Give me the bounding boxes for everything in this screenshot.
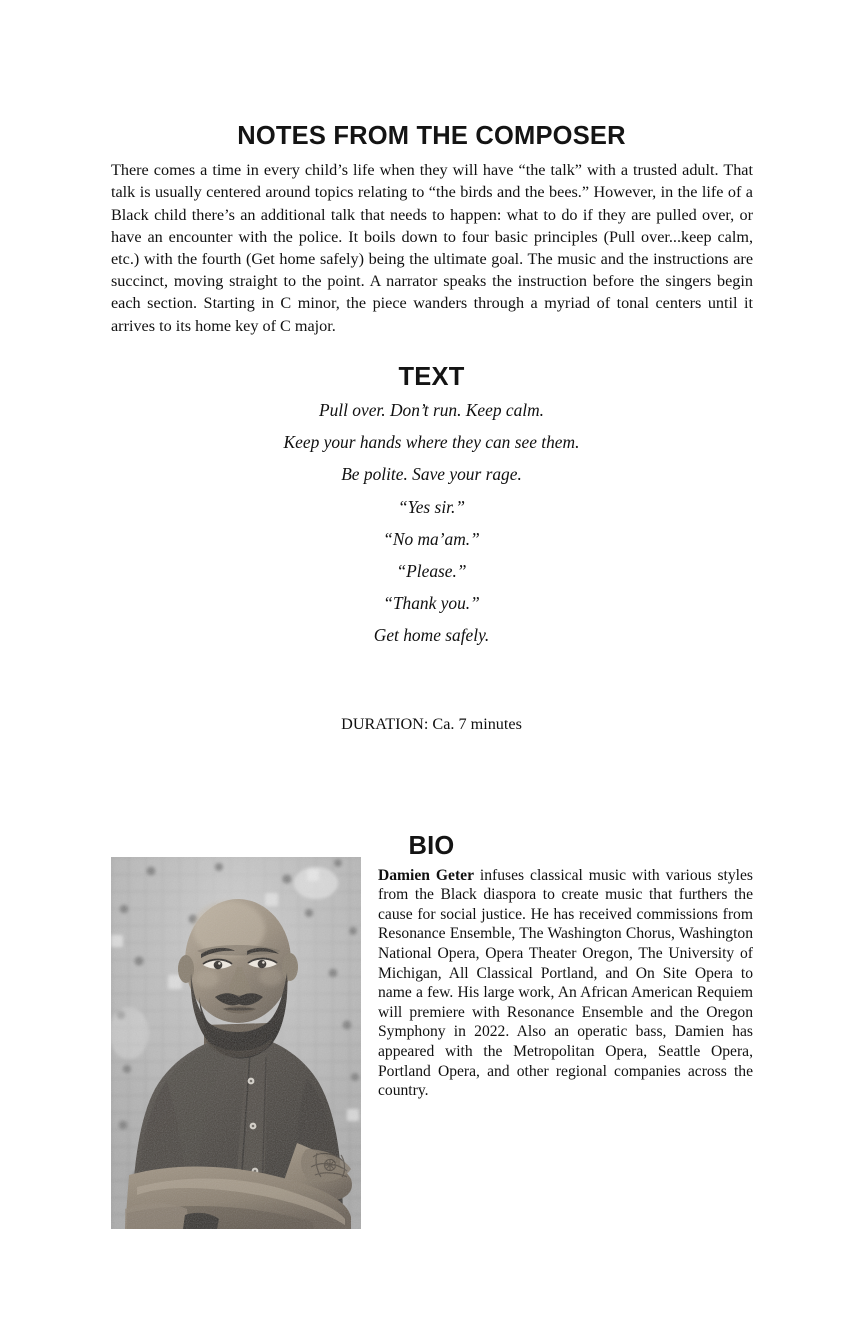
bio-section-paragraph (378, 866, 753, 1101)
text-line: Be polite. Save your rage. (341, 464, 522, 485)
composer-name: Damien Geter (378, 866, 474, 884)
text-line: “Thank you.” (383, 593, 480, 614)
text-section-heading: TEXT (398, 363, 465, 392)
notes-section-paragraph: There comes a time in every child’s life when they will have “the talk” with a trusted adult. That talk is usually centered around topics relating to “the birds and the bees.” However, in the life of a Black child there’s an additional talk that needs to happen: what to do if they are pulled over, or have an encounter with the police. It boils down to four basic principles (Pull over...keep calm, etc.) with the fourth (Get home safely) being the ultimate goal. The music and the instructions are succinct, moving straight to the point. A narrator speaks the instruction before the singers begin each section. Starting in C minor, the piece wanders through a myriad of tonal centers until it arrives to its home key of C major. (111, 161, 753, 335)
bio-body-text: infuses classical music with various styles from the Black diaspora to create music that furthers the cause for social justice. He has received commissions from Resonance Ensemble, The Washington Chorus, Washington National Opera, Opera Theater Oregon, The University of Michigan, All Classical Portland, and On Site Opera to name a few. His large work, An African American Requiem will premiere with Resonance Ensemble and the Oregon Symphony in 2022. Also an operatic bass, Damien has appeared with the Metropolitan Opera, Seattle Opera, Portland Opera, and other regional companies across the country. (378, 866, 753, 1100)
text-section-lines (111, 394, 752, 652)
text-line: “Yes sir.” (397, 496, 466, 517)
notes-section-heading: NOTES FROM THE COMPOSER (237, 122, 626, 151)
text-line: Pull over. Don’t run. Keep calm. (318, 400, 545, 420)
text-line: “Please.” (396, 561, 467, 582)
text-line: Keep your hands where they can see them. (283, 432, 580, 453)
bio-section-heading: BIO (408, 832, 455, 861)
duration-label: DURATION: Ca. 7 minutes (341, 715, 522, 733)
text-line: “No ma’am.” (383, 528, 480, 549)
composer-portrait-photo (111, 857, 361, 1229)
text-line: Get home safely. (373, 625, 490, 646)
portrait-illustration (111, 857, 361, 1229)
